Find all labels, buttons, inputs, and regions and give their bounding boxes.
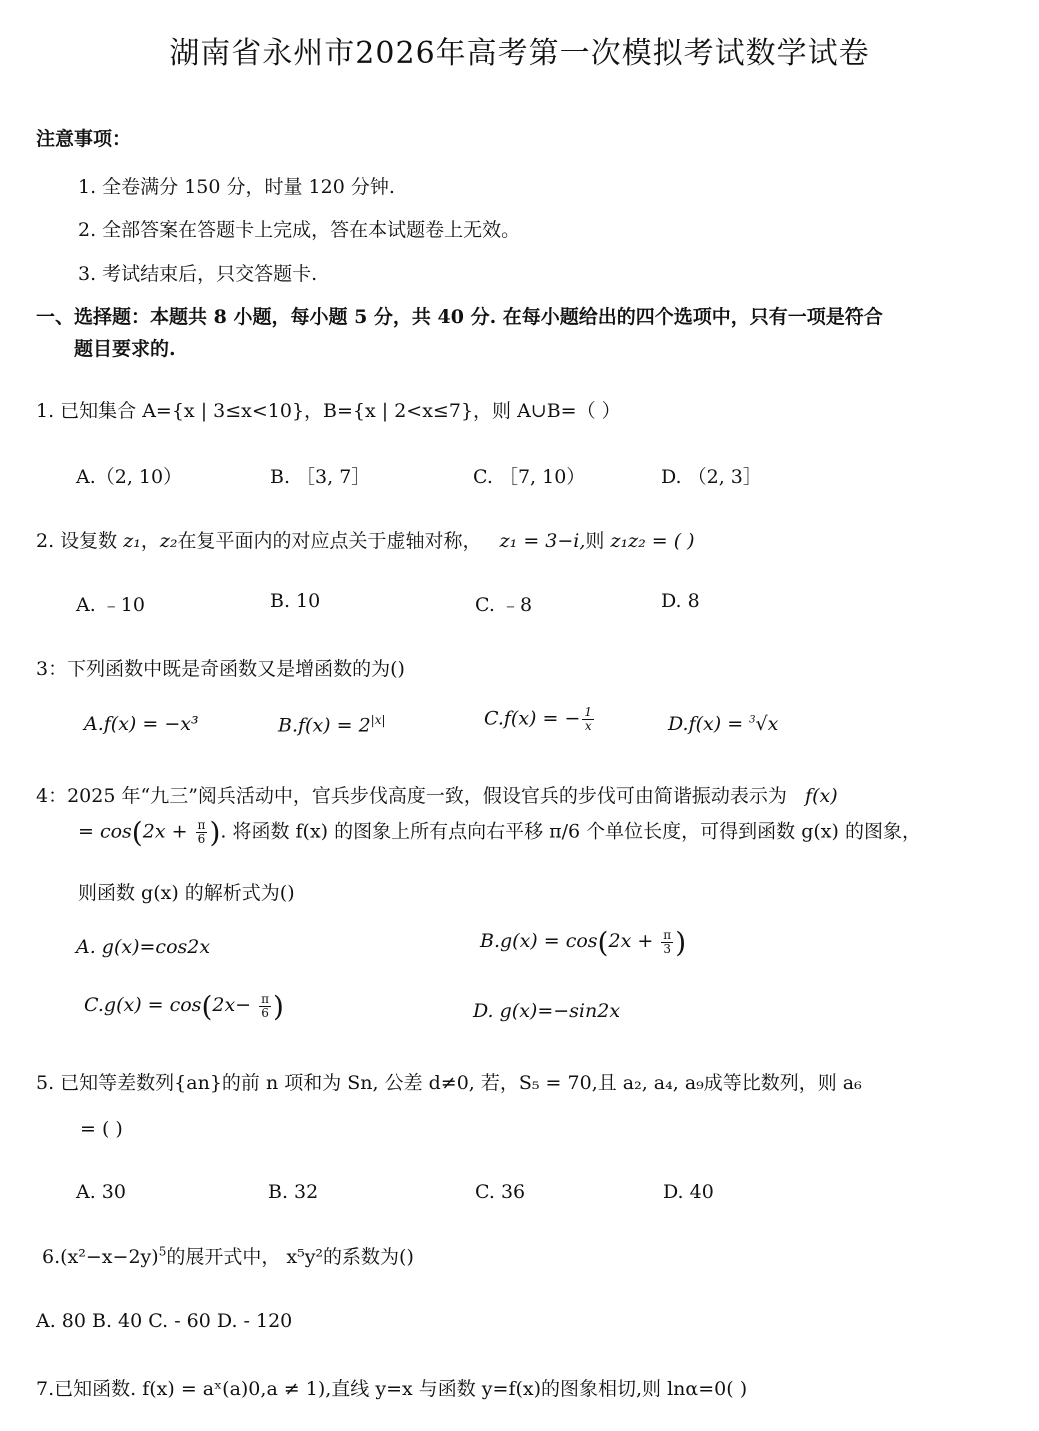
q4-optb-rparen: ) — [675, 926, 687, 959]
question-2-option-d: D. 8 — [661, 590, 700, 612]
q4-optc-lparen: ( — [201, 990, 213, 1023]
question-3-option-d — [668, 713, 778, 735]
question-5-line1: 5. 已知等差数列{an}的前 n 项和为 Sn, 公差 d≠0, 若，S₅ = 70,且 a₂, a₄, a₉成等比数列，则 a₆ — [36, 1072, 862, 1094]
question-4-line2 — [78, 816, 921, 849]
q3-optd-index: 3 — [749, 714, 756, 726]
notice-heading: 注意事项： — [36, 128, 132, 150]
q4-line2-rparen: ) — [209, 816, 221, 849]
notice-item-3: 3. 考试结束后，只交答题卡. — [78, 263, 318, 285]
q2-ask: z₁z₂ = ( ) — [610, 530, 695, 552]
q2-stem-b: ， — [140, 530, 160, 552]
question-6-stem — [42, 1242, 414, 1269]
q6-expression: (x²−x−2y) — [60, 1246, 159, 1268]
notice-item-2: 2. 全部答案在答题卡上完成，答在本试题卷上无效。 — [78, 219, 521, 241]
q2-stem-c: 在复平面内的对应点关于虚轴对称， — [177, 530, 482, 552]
q3-optb-base: B.f(x) = 2 — [278, 714, 371, 737]
question-1-option-c: C. ［7, 10） — [473, 466, 586, 488]
question-5-option-b: B. 32 — [268, 1181, 319, 1203]
q4-line2-cos: = cos — [78, 820, 132, 843]
q4-optc-inner: 2x− — [212, 994, 258, 1016]
question-4-option-a: A. g(x)=cos2x — [76, 936, 211, 958]
q4-line2-fraction — [196, 819, 208, 846]
q3-optc-base: C.f(x) = − — [484, 707, 581, 730]
question-7-stem: 7.已知函数. f(x) = aˣ(a)0,a ≠ 1),直线 y=x 与函数 y=f(x)的图象相切,则 lnα=0( ) — [36, 1378, 748, 1400]
question-1-option-d: D. （2, 3］ — [661, 466, 762, 488]
q4-optc-base: C.g(x) = cos — [84, 994, 202, 1016]
question-5-option-a: A. 30 — [76, 1181, 126, 1203]
exam-title: 湖南省永州市2026年高考第一次模拟考试数学试卷 — [169, 36, 870, 71]
question-2-option-a: A. ﹣10 — [76, 594, 145, 616]
q3-optc-fraction — [582, 706, 594, 733]
q4-optb-lparen: ( — [597, 926, 609, 959]
q4-optb-pi: π — [663, 928, 672, 942]
question-4-option-d: D. g(x)=−sin2x — [473, 1000, 621, 1022]
q4-line1-f: f(x) — [805, 785, 838, 807]
question-4-line3: 则函数 g(x) 的解析式为() — [78, 882, 295, 904]
q4-optb-three: 3 — [663, 942, 672, 956]
q2-stem-d: 则 — [585, 530, 611, 552]
section-heading-line1: 一、选择题：本题共 8 小题，每小题 5 分，共 40 分. 在每小题给出的四个选项中，只有一项是符合 — [36, 306, 883, 328]
q4-optc-fraction — [259, 993, 271, 1020]
question-4-line1 — [36, 781, 838, 808]
notice-item-1: 1. 全卷满分 150 分，时量 120 分钟. — [78, 176, 395, 198]
question-2-option-c: C. ﹣8 — [475, 594, 533, 616]
question-2-stem — [36, 526, 695, 553]
q4-line2-text: . 将函数 f(x) 的图象上所有点向右平移 π/6 个单位长度，可得到函数 g(x) 的图象， — [220, 820, 921, 843]
question-1-option-a: A.（2, 10） — [76, 466, 183, 488]
q4-line2-six: 6 — [197, 832, 206, 846]
question-1-stem: 1. 已知集合 A={x | 3≤x<10}，B={x | 2<x≤7}，则 A∪B=（ ） — [36, 400, 621, 422]
section-heading-line2: 题目要求的. — [74, 338, 176, 360]
q3-optb-exp: |x| — [370, 713, 386, 727]
question-5-option-d: D. 40 — [663, 1181, 714, 1203]
q6-stem-b: 的展开式中， x⁵y²的系数为() — [166, 1246, 414, 1268]
q2-z2: z₂ — [159, 530, 178, 552]
q6-power: 5 — [158, 1244, 167, 1259]
q2-stem-a: 2. 设复数 — [36, 530, 124, 552]
question-3-option-c — [484, 706, 596, 733]
q6-stem-a: 6. — [42, 1246, 61, 1268]
question-6-options: A. 80 B. 40 C. - 60 D. - 120 — [36, 1310, 293, 1332]
q4-optb-fraction — [661, 929, 673, 956]
question-3-stem: 3：下列函数中既是奇函数又是增函数的为() — [36, 658, 405, 680]
question-5-line2: = ( ) — [80, 1118, 123, 1140]
q4-optc-rparen: ) — [273, 990, 284, 1023]
q4-line1-text: 4：2025 年“九三”阅兵活动中，官兵步伐高度一致，假设官兵的步伐可由简谐振动表示为 — [36, 785, 787, 807]
question-1-option-b: B. ［3, 7］ — [270, 466, 371, 488]
question-3-option-a: A.f(x) = −x³ — [84, 713, 199, 735]
q3-optd-base: D.f(x) = — [668, 713, 750, 735]
q4-optc-pi: π — [261, 992, 270, 1006]
q3-optc-den: x — [584, 719, 592, 733]
question-2-option-b: B. 10 — [270, 590, 321, 612]
q4-line2-inner: 2x + — [142, 820, 194, 843]
question-4-option-c — [84, 990, 284, 1023]
q3-optd-radical: √x — [755, 713, 779, 735]
question-5-option-c: C. 36 — [475, 1181, 526, 1203]
q3-optc-num: 1 — [584, 705, 593, 719]
q4-optb-inner: 2x + — [608, 930, 660, 952]
question-4-option-b — [480, 926, 686, 959]
q4-line2-lparen: ( — [131, 816, 143, 849]
q2-z1: z₁ — [123, 530, 141, 552]
question-3-option-b — [278, 713, 386, 736]
q2-condition: z₁ = 3−i, — [499, 530, 586, 552]
q4-optb-base: B.g(x) = cos — [480, 930, 598, 952]
q4-line2-pi: π — [197, 818, 206, 832]
q4-optc-six: 6 — [261, 1006, 269, 1020]
